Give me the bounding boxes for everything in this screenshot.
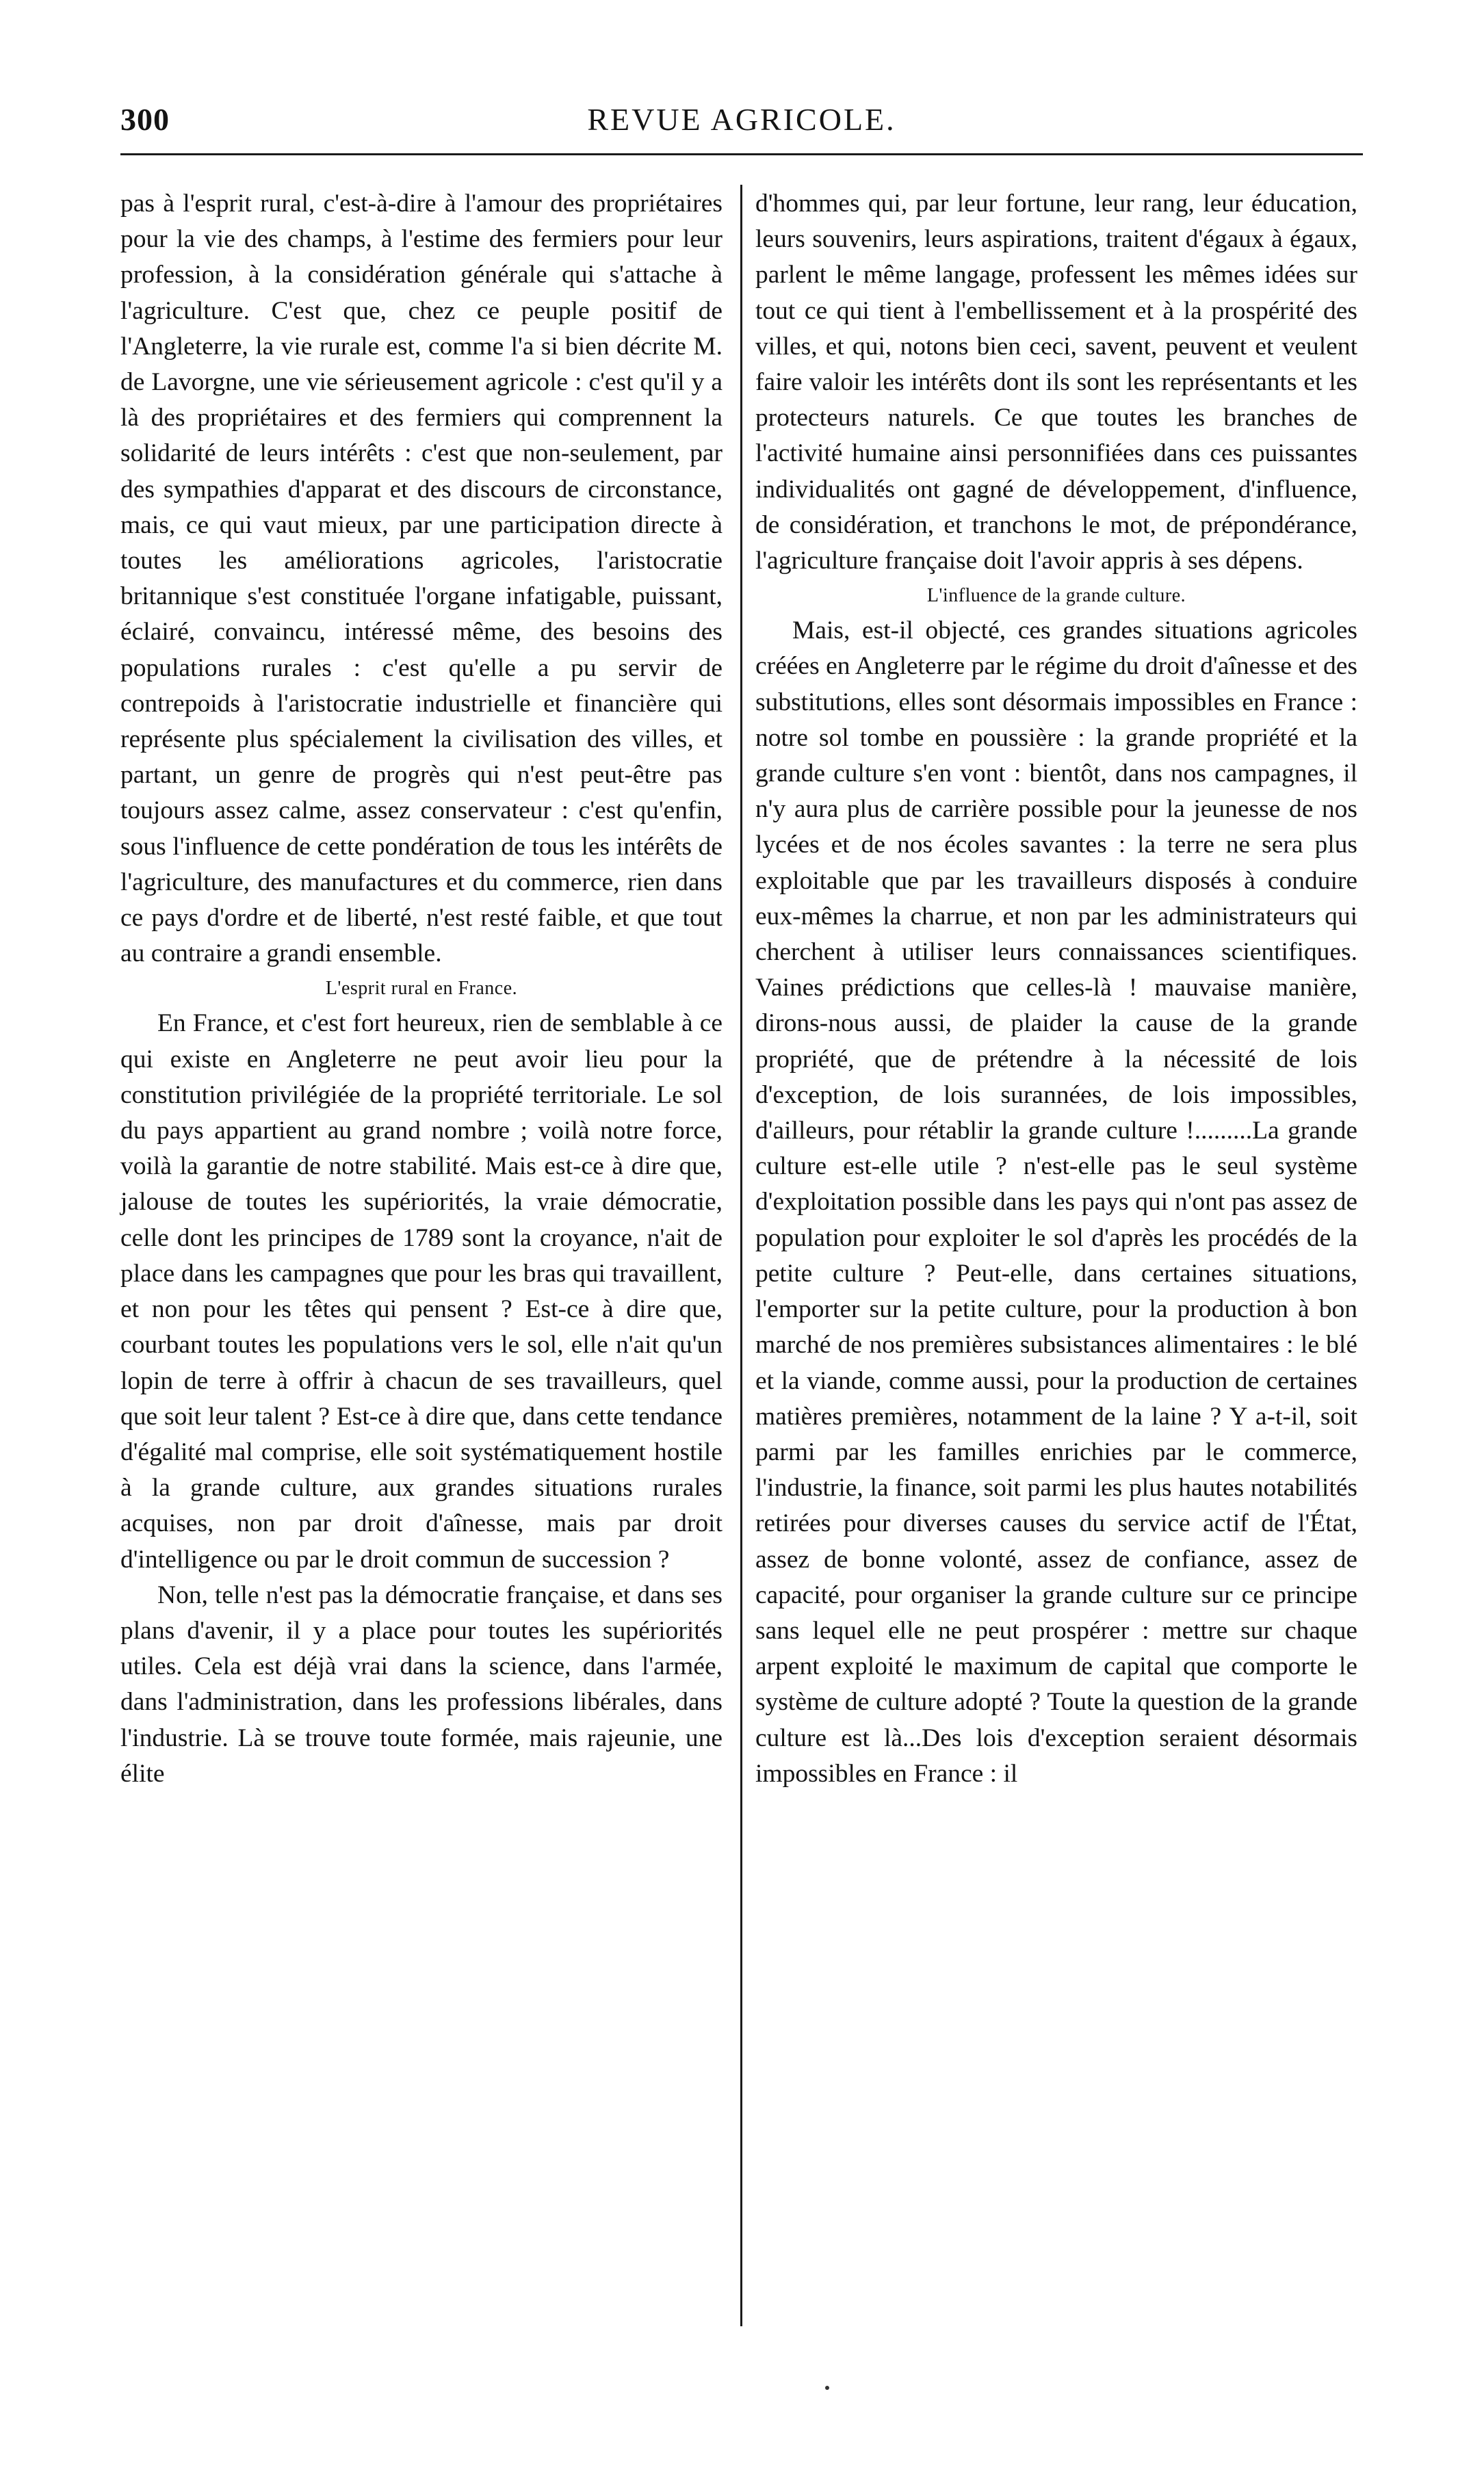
paragraph: Non, telle n'est pas la démocratie française, et dans ses plans d'avenir, il y a place pour toutes les supériorités utiles. Cela est déjà vrai dans la science, dans l'armée, dans l'administration, dans les professions libérales, dans l'industrie. Là se trouve toute formée, mais rajeunie, une élite — [120, 1580, 723, 1788]
paragraph: Mais, est-il objecté, ces grandes situations agricoles créées en Angleterre par le régime du droit d'aînesse et des substitutions, elles sont désormais impossibles en France : notre sol tombe en poussière : la grande propriété et la grande culture s'en vont : bientôt, dans nos campagnes, il n'y aura plus de carrière possible pour la jeunesse de nos lycées et de nos écoles savantes : la terre ne sera plus exploitable que par les travailleurs disposés à conduire eux-mêmes la charrue, et non par les administrateurs qui cherchent à utiliser leurs connaissances scientifiques. Vaines prédictions que celles-là ! mauvaise manière, dirons-nous aussi, de plaider la cause de la grande propriété, que de prétendre à la nécessité de lois d'exception, de lois surannées, de lois impossibles, d'ailleurs, pour rétablir la grande culture !.........La grande culture est-elle utile ? n'est-elle pas le seul système d'exploitation possible dans les pays qui n'ont pas assez de population pour exploiter le sol d'après les procédés de la petite culture ? Peut-elle, dans certaines situations, l'emporter sur la petite culture, pour la production à bon marché de nos premières subsistances alimentaires : le blé et la viande, comme aussi, pour la production de certaines matières premières, notamment de la laine ? Y a-t-il, soit parmi par les familles enrichies par le commerce, l'industrie, la finance, soit parmi les plus hautes notabilités retirées pour diverses causes du service actif de l'État, assez de bonne volonté, assez de confiance, assez de capacité, pour organiser la grande culture sur ce principe sans lequel elle ne peut prospérer : mettre sur chaque arpent exploité le maximum de capital que comporte le système de culture adopté ? Toute la question de la grande culture est là...Des lois d'exception seraient désormais impossibles en France : il — [755, 616, 1357, 1788]
paragraph: En France, et c'est fort heureux, rien de semblable à ce qui existe en Angleterre ne peut avoir lieu pour la constitution privilégiée de la propriété territoriale. Le sol du pays appartient au grand nombre ; voilà notre force, voilà la garantie de notre stabilité. Mais est-ce à dire que, jalouse de toutes les supériorités, la vraie démocratie, celle dont les principes de 1789 sont la croyance, n'ait de place dans les campagnes que pour les bras qui travaillent, et non pour les têtes qui pensent ? Est-ce à dire que, courbant toutes les populations vers le sol, elle n'ait qu'un lopin de terre à offrir à chacun de ses travailleurs, quel que soit leur talent ? Est-ce à dire que, dans cette tendance d'égalité mal comprise, elle soit systématiquement hostile à la grande culture, aux grandes situations rurales acquises, non par droit d'aînesse, mais par droit d'intelligence ou par le droit commun de succession ? — [120, 1009, 723, 1574]
right-column — [755, 186, 1357, 1792]
header-rule — [120, 153, 1363, 155]
column-divider — [740, 185, 742, 2326]
page-header — [120, 101, 1363, 142]
ink-speck — [825, 2386, 829, 2390]
paragraph: pas à l'esprit rural, c'est-à-dire à l'amour des propriétaires pour la vie des champs, à l'estime des fermiers pour leur profession, à la considération générale qui s'attache à l'agriculture. C'est que, chez ce peuple positif de l'Angleterre, la vie rurale est, comme l'a si bien décrite M. de Lavorgne, une vie sérieusement agricole : c'est qu'il y a là des propriétaires et des fermiers qui comprennent la solidarité de leurs intérêts : c'est que non-seulement, par des sympathies d'apparat et des discours de circonstance, mais, ce qui vaut mieux, par une participation directe à toutes les améliorations agricoles, l'aristocratie britannique s'est constituée l'organe infatigable, puissant, éclairé, convaincu, intéressé même, des besoins des populations rurales : c'est qu'elle a pu servir de contrepoids à l'aristocratie industrielle et financière qui représente plus spécialement la civilisation des villes, et partant, un genre de progrès qui n'est peut-être pas toujours assez calme, assez conservateur : c'est qu'enfin, sous l'influence de cette pondération de tous les intérêts de l'agriculture, des manufactures et du commerce, rien dans ce pays d'ordre et de liberté, n'est resté faible, et que tout au contraire a grandi ensemble. — [120, 190, 723, 968]
section-subheading: L'esprit rural en France. — [325, 978, 518, 1000]
running-title: REVUE AGRICOLE. — [587, 102, 896, 137]
left-column — [120, 186, 723, 1792]
page-number: 300 — [120, 102, 170, 137]
section-subheading: L'influence de la grande culture. — [926, 585, 1186, 607]
paragraph: d'hommes qui, par leur fortune, leur rang, leur éducation, leurs souvenirs, leurs aspirations, traitent d'égaux à égaux, parlent le même langage, professent les mêmes idées sur tout ce qui tient à l'embellissement et à la prospérité des villes, et qui, notons bien ceci, savent, peuvent et veulent faire valoir les intérêts dont ils sont les représentants et les protecteurs naturels. Ce que toutes les branches de l'activité humaine ainsi personnifiées dans ces puissantes individualités ont gagné de développement, d'influence, de considération, et tranchons le mot, de prépondérance, l'agriculture française doit l'avoir appris à ses dépens. — [755, 190, 1357, 575]
